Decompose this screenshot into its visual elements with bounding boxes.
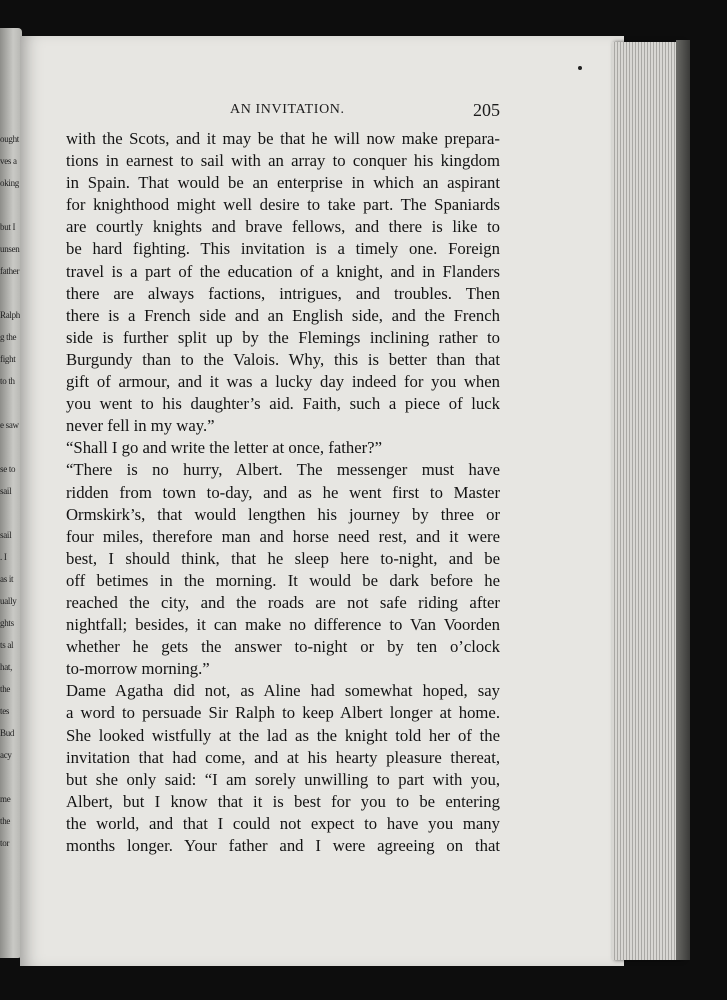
previous-page-fragment: father — [0, 266, 20, 276]
previous-page-fragment — [0, 194, 22, 216]
previous-page-fragment: g the — [0, 332, 17, 342]
text-line: gift of armour, and it was a lucky day indeed for you when — [66, 372, 500, 392]
text-line: four miles, therefore man and horse need rest, and it were — [66, 526, 500, 546]
running-head: AN INVITATION. — [230, 102, 345, 117]
book-cover-edge — [676, 40, 690, 960]
text-line: travel is a part of the education of a knight, and in Flanders — [66, 261, 500, 281]
text-line: Ormskirk’s, that would lengthen his journey by three or — [66, 504, 500, 524]
previous-page-margin-text — [0, 128, 22, 854]
text-line: a word to persuade Sir Ralph to keep Albert longer at home. — [66, 703, 500, 723]
previous-page-fragment: fight — [0, 354, 16, 364]
previous-page-fragment: hat, — [0, 662, 13, 672]
text-line: months longer. Your father and I were agreeing on that — [66, 836, 500, 855]
text-line: for knighthood might well desire to take part. The Spaniards — [66, 195, 500, 215]
previous-page-fragment: ves a — [0, 156, 17, 166]
text-line: are courtly knights and brave fellows, and there is like to — [66, 217, 500, 237]
previous-page-fragment: tes — [0, 706, 10, 716]
page-number: 205 — [473, 100, 500, 120]
previous-page-fragment: sail — [0, 486, 12, 496]
previous-page-fragment: as it — [0, 574, 14, 584]
previous-page-fragment: Bud — [0, 728, 15, 738]
previous-page-fragment: me — [0, 794, 11, 804]
text-line: you went to his daughter’s aid. Faith, such a piece of luck — [66, 394, 500, 414]
previous-page-fragment — [0, 436, 22, 458]
text-line: be hard fighting. This invitation is a timely one. Foreign — [66, 239, 500, 259]
body-text — [66, 128, 500, 857]
text-line: Burgundy than to the Valois. Why, this is better than that — [66, 349, 500, 369]
previous-page-fragment: but I — [0, 222, 16, 232]
previous-page-fragment: sail — [0, 530, 12, 540]
previous-page-fragment: ually — [0, 596, 17, 606]
previous-page-fragment: ts al — [0, 640, 14, 650]
previous-page-fragment: the — [0, 684, 11, 694]
text-line: never fell in my way.” — [66, 416, 215, 436]
previous-page-fragment: the — [0, 816, 11, 826]
text-line: “Shall I go and write the letter at once, father?” — [66, 438, 382, 458]
previous-page-fragment: Ralph — [0, 310, 20, 320]
previous-page-fragment: e saw — [0, 420, 19, 430]
text-line: tions in earnest to sail with an array to conquer his kingdom — [66, 151, 500, 171]
previous-page-fragment: ought — [0, 134, 20, 144]
text-line: best, I should think, that he sleep here to-night, and be — [66, 548, 500, 568]
text-line: Albert, but I know that it is best for you to be entering — [66, 791, 500, 811]
text-line: there is a French side and an English side, and the French — [66, 305, 500, 325]
previous-page-fragment: se to — [0, 464, 16, 474]
previous-page-fragment: unsen — [0, 244, 20, 254]
previous-page-fragment: oking — [0, 178, 20, 188]
previous-page-fragment — [0, 502, 22, 524]
previous-page-fragment: tor — [0, 838, 10, 848]
text-line: “There is no hurry, Albert. The messenger must have — [66, 460, 500, 480]
previous-page-fragment — [0, 392, 22, 414]
text-line: the world, and that I could not expect to have you many — [66, 813, 500, 833]
previous-page-edge — [0, 28, 22, 958]
page-edges — [612, 42, 682, 960]
previous-page-fragment: to th — [0, 376, 15, 386]
ink-speck — [578, 66, 582, 70]
text-line: invitation that had come, and at his hearty pleasure thereat, — [66, 747, 500, 767]
text-line: in Spain. That would be an enterprise in which an aspirant — [66, 173, 500, 193]
text-line: but she only said: “I am sorely unwilling to part with you, — [66, 769, 500, 789]
text-line: whether he gets the answer to-night or by ten o’clock — [66, 637, 500, 657]
previous-page-fragment — [0, 282, 22, 304]
text-line: reached the city, and the roads are not safe riding after — [66, 592, 500, 612]
text-line: to-morrow morning.” — [66, 659, 210, 679]
text-line: Dame Agatha did not, as Aline had somewhat hoped, say — [66, 681, 500, 701]
text-line: She looked wistfully at the lad as the knight told her of the — [66, 725, 500, 745]
text-line: off betimes in the morning. It would be dark before he — [66, 570, 500, 590]
text-line: ridden from town to-day, and as he went first to Master — [66, 482, 500, 502]
previous-page-fragment: . I — [0, 552, 7, 562]
text-line: with the Scots, and it may be that he will now make prepara- — [66, 129, 500, 148]
previous-page-fragment: ghts — [0, 618, 14, 628]
page-header — [66, 100, 500, 124]
previous-page-fragment — [0, 766, 22, 788]
text-line: side is further split up by the Flemings inclining rather to — [66, 327, 500, 347]
text-line: nightfall; besides, it can make no difference to Van Voorden — [66, 615, 500, 635]
text-line: there are always factions, intrigues, and troubles. Then — [66, 283, 500, 303]
previous-page-fragment: acy — [0, 750, 12, 760]
